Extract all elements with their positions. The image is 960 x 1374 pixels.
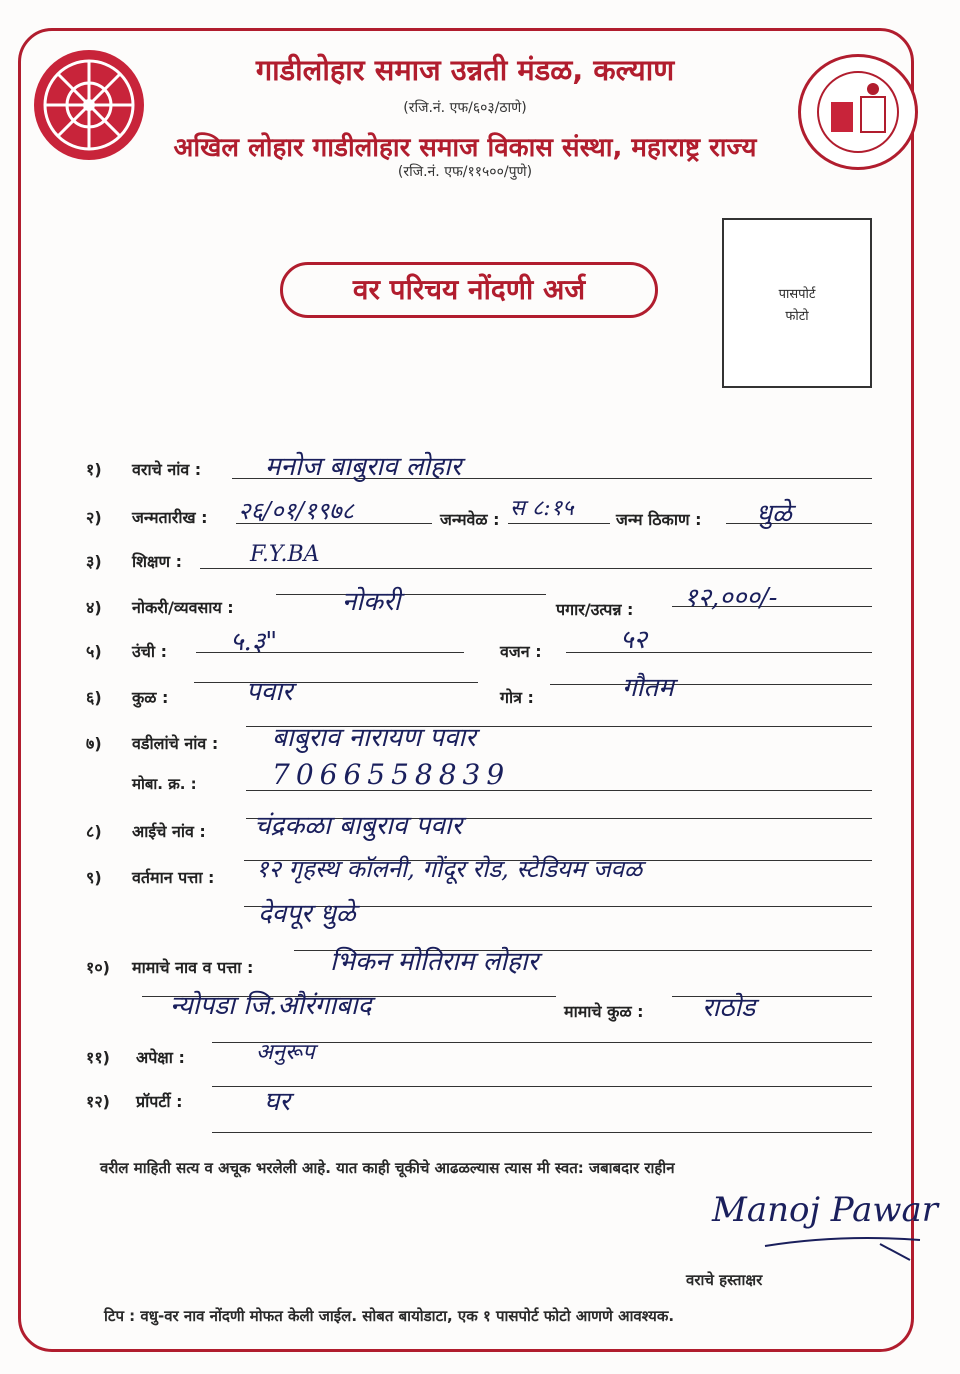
declaration-text: वरील माहिती सत्य व अचूक भरलेली आहे. यात काही चूकीचे आढळल्यास त्यास मी स्वत: जबाबदार राहीन <box>100 1159 675 1177</box>
height-value[interactable]: ५.३" <box>230 627 278 657</box>
form-title: वर परिचय नोंदणी अर्ज <box>280 262 658 318</box>
mobile-label: मोबा. क्र. : <box>132 775 197 793</box>
uncle-kul-label: मामाचे कुळ : <box>564 1002 644 1021</box>
org-name-primary: गाडीलोहार समाज उन्नती मंडळ, कल्याण <box>255 53 675 87</box>
photo-label-line1: पासपोर्ट <box>778 287 816 302</box>
uncle-kul-value[interactable]: राठोड <box>702 993 756 1023</box>
birth-time-label: जन्मवेळ : <box>440 510 500 529</box>
birth-time-line <box>508 523 610 524</box>
address-value-line1[interactable]: १२ गृहस्थ कॉलनी, गोंदूर रोड, स्टेडियम जवळ <box>256 855 643 883</box>
passport-photo-box[interactable] <box>722 218 872 388</box>
uncle-label: मामाचे नाव व पत्ता : <box>132 958 254 977</box>
row-number: ६) <box>86 688 102 707</box>
address-label: वर्तमान पत्ता : <box>132 868 215 887</box>
birth-time-value[interactable]: स ८:१५ <box>510 496 574 521</box>
father-name-label: वडीलांचे नांव : <box>132 734 219 753</box>
expectation-label: अपेक्षा : <box>136 1048 185 1067</box>
expectation-value[interactable]: अनुरूप <box>256 1040 315 1065</box>
salary-value[interactable]: १२,०००/- <box>684 583 778 613</box>
education-label: शिक्षण : <box>132 552 183 571</box>
row-number: ९) <box>86 868 102 887</box>
father-name-value[interactable]: बाबुराव नारायण पवार <box>272 723 476 753</box>
gotra-value[interactable]: गौतम <box>622 673 674 703</box>
mother-name-label: आईचे नांव : <box>132 822 206 841</box>
org-registration-secondary: (रजि.नं. एफ/११५००/पुणे) <box>397 164 533 180</box>
job-value[interactable]: नोकरी <box>342 587 401 617</box>
job-label: नोकरी/व्यवसाय : <box>132 598 234 617</box>
kul-value[interactable]: पवार <box>246 677 293 707</box>
footer-note: टिप : वधु-वर नाव नोंदणी मोफत केली जाईल. सोबत बायोडाटा, एक १ पासपोर्ट फोटो आणणे आवश्यक. <box>104 1307 675 1325</box>
birth-place-label: जन्म ठिकाण : <box>616 510 702 529</box>
dob-label: जन्मतारीख : <box>132 508 208 527</box>
birth-place-line <box>726 523 872 524</box>
row-number: ११) <box>86 1048 110 1067</box>
salary-label: पगार/उत्पन्न : <box>556 600 634 619</box>
mobile-value[interactable]: 7066558839 <box>272 758 511 791</box>
uncle-name-value[interactable]: भिकन मोतिराम लोहार <box>330 947 539 977</box>
education-value[interactable]: F.Y.BA <box>250 542 320 567</box>
weight-value[interactable]: ५२ <box>620 625 648 655</box>
dob-value[interactable]: २६/०१/१९७८ <box>238 497 355 525</box>
weight-label: वजन : <box>500 642 542 661</box>
mother-name-value[interactable]: चंद्रकळा बाबुराव पवार <box>254 811 463 841</box>
birth-place-value[interactable]: धुळे <box>756 499 792 529</box>
row-number: ८) <box>86 822 102 841</box>
education-line <box>200 568 872 569</box>
row-number: ७) <box>86 734 102 753</box>
row-number: ५) <box>86 642 102 661</box>
property-value[interactable]: घर <box>264 1087 291 1117</box>
gotra-line <box>550 684 872 685</box>
row-number: १) <box>86 460 102 479</box>
height-label: उंची : <box>132 642 168 661</box>
blank-line <box>212 1132 872 1133</box>
job-line <box>276 594 546 595</box>
signature-handwritten: Manoj Pawar <box>712 1190 939 1230</box>
signature-flourish <box>760 1226 930 1266</box>
kul-line <box>194 682 478 683</box>
row-number: १२) <box>86 1092 110 1111</box>
org-name-secondary: अखिल लोहार गाडीलोहार समाज विकास संस्था, महाराष्ट्र राज्य <box>173 133 757 163</box>
groom-name-label: वराचे नांव : <box>132 460 202 479</box>
row-number: ४) <box>86 598 102 617</box>
row-number: २) <box>86 508 102 527</box>
row-number: १०) <box>86 958 110 977</box>
uncle-address-value[interactable]: न्योपडा जि.औरंगाबाद <box>170 991 372 1021</box>
org-registration-primary: (रजि.नं. एफ/६०३/ठाणे) <box>403 100 527 116</box>
weight-line <box>566 652 872 653</box>
address-value-line2[interactable]: देवपूर धुळे <box>258 899 356 929</box>
property-label: प्रॉपर्टी : <box>136 1092 183 1111</box>
gotra-label: गोत्र : <box>500 688 534 707</box>
photo-label-line2: फोटो <box>785 309 809 324</box>
row-number: ३) <box>86 552 102 571</box>
property-line <box>212 1086 872 1087</box>
kul-label: कुळ : <box>132 688 169 707</box>
signature-label: वराचे हस्ताक्षर <box>686 1271 763 1289</box>
groom-name-value[interactable]: मनोज बाबुराव लोहार <box>265 452 462 482</box>
